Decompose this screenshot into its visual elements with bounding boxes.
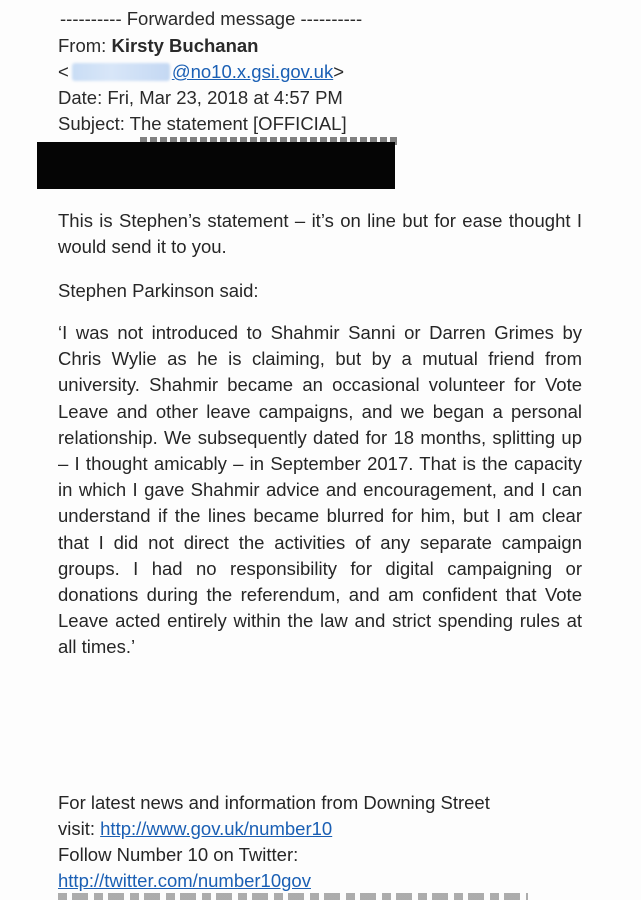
- statement-paragraph: ‘I was not introduced to Shahmir Sanni or Darren Grimes by Chris Wylie as he is claiming, but by a mutual friend from university. Shahmir became an occasional volunteer for Vote Leave and other leave campaigns, and we began a personal relationship. We subsequently dated for 18 months, splitting up – I thought amicably – in September 2017. That is the capacity in which I gave Shahmir advice and encouragement, and I can understand if the lines became blurred for him, but I am clear that I did not direct the activities of any separate campaign groups. I had no responsibility for digital campaigning or donations during the referendum, and am confident that Vote Leave acted entirely within the law and strict spending rules at all times.’: [58, 322, 582, 658]
- visit-label: visit:: [58, 818, 101, 839]
- twitter-link[interactable]: http://twitter.com/number10gov: [58, 870, 311, 891]
- from-line: [58, 33, 258, 59]
- date-line: Date: Fri, Mar 23, 2018 at 4:57 PM: [58, 87, 343, 108]
- cut-off-text-line: [58, 893, 528, 900]
- footer-twitter-line: Follow Number 10 on Twitter:: [58, 844, 299, 865]
- number10-website-link[interactable]: http://www.gov.uk/number10: [100, 818, 333, 839]
- footer-visit-line: [58, 816, 598, 842]
- footer-twitter-link-line: [58, 868, 598, 894]
- attribution-line: Stephen Parkinson said:: [58, 280, 259, 301]
- sender-address-line: [58, 59, 344, 85]
- intro-paragraph: This is Stephen’s statement – it’s on line but for ease thought I would send it to you.: [58, 210, 582, 258]
- sender-name: Kirsty Buchanan: [111, 35, 259, 56]
- footer-news-line: For latest news and information from Downing Street: [58, 792, 490, 813]
- address-close-bracket: >: [333, 61, 345, 82]
- address-open-bracket: <: [58, 61, 69, 82]
- from-label: From:: [58, 35, 112, 56]
- blurred-address-local-part: [72, 63, 170, 81]
- subject-line: Subject: The statement [OFFICIAL]: [58, 113, 347, 134]
- redaction-bar: [37, 142, 395, 189]
- email-footer: [58, 790, 598, 894]
- sender-email-link[interactable]: @no10.x.gsi.gov.uk: [171, 61, 334, 82]
- forwarded-message-header: ---------- Forwarded message ----------: [60, 8, 363, 29]
